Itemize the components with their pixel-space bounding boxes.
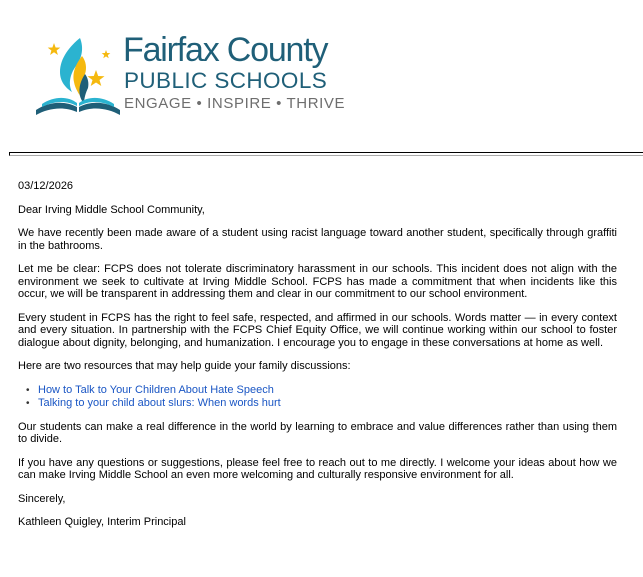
resource-link-hate-speech[interactable]: How to Talk to Your Children About Hate Speech — [38, 383, 274, 396]
star-large-icon — [88, 70, 105, 86]
logo-emblem-icon — [30, 30, 125, 120]
letter-body — [18, 180, 617, 540]
letter-paragraph: We have recently been made aware of a student using racist language toward another student, specifically through graffiti in the bathrooms. — [18, 227, 617, 252]
open-book-icon — [36, 98, 120, 115]
resource-list-item — [38, 397, 617, 410]
letter-paragraph: Our students can make a real difference in the world by learning to embrace and value differences rather than using them to divide. — [18, 420, 617, 445]
letter-date: 03/12/2026 — [18, 180, 74, 192]
logo-title: Fairfax County — [123, 31, 328, 69]
header-divider — [9, 152, 643, 156]
letter-signature: Kathleen Quigley, Interim Principal — [18, 516, 186, 528]
resources-intro: Here are two resources that may help guide your family discussions: — [18, 360, 351, 372]
resource-list-item — [38, 384, 617, 397]
logo-subtitle: PUBLIC SCHOOLS — [124, 68, 328, 93]
resource-list — [18, 384, 617, 410]
fcps-logo — [30, 30, 360, 120]
letter-paragraph: Let me be clear: FCPS does not tolerate discriminatory harassment in our schools. This incident does not align with the environment we seek to cultivate at Irving Middle School. FCPS has made a commitment that when incidents like this occur, we will be transparent in addressing them and clear in our commitment to our school environment. — [18, 263, 617, 300]
flame-icon — [60, 38, 88, 104]
logo-tagline: ENGAGE • INSPIRE • THRIVE — [124, 95, 346, 112]
letter-signoff: Sincerely, — [18, 492, 66, 505]
letter-paragraph: Every student in FCPS has the right to feel safe, respected, and affirmed in our schools. Words matter — in every context and every situation. In partnership with the FCPS Chief Equity Office, we will continue working within our school to foster dialogue about dignity, belonging, and humanization. I encourage you to engage in these conversations at home as well. — [18, 311, 617, 349]
letter-salutation: Dear Irving Middle School Community, — [18, 203, 205, 216]
letter-paragraph: If you have any questions or suggestions, please feel free to reach out to me directly. I welcome your ideas about how we can make Irving Middle School an even more welcoming and culturally responsive environment for all. — [18, 456, 617, 481]
resource-link-slurs[interactable]: Talking to your child about slurs: When words hurt — [38, 396, 281, 409]
